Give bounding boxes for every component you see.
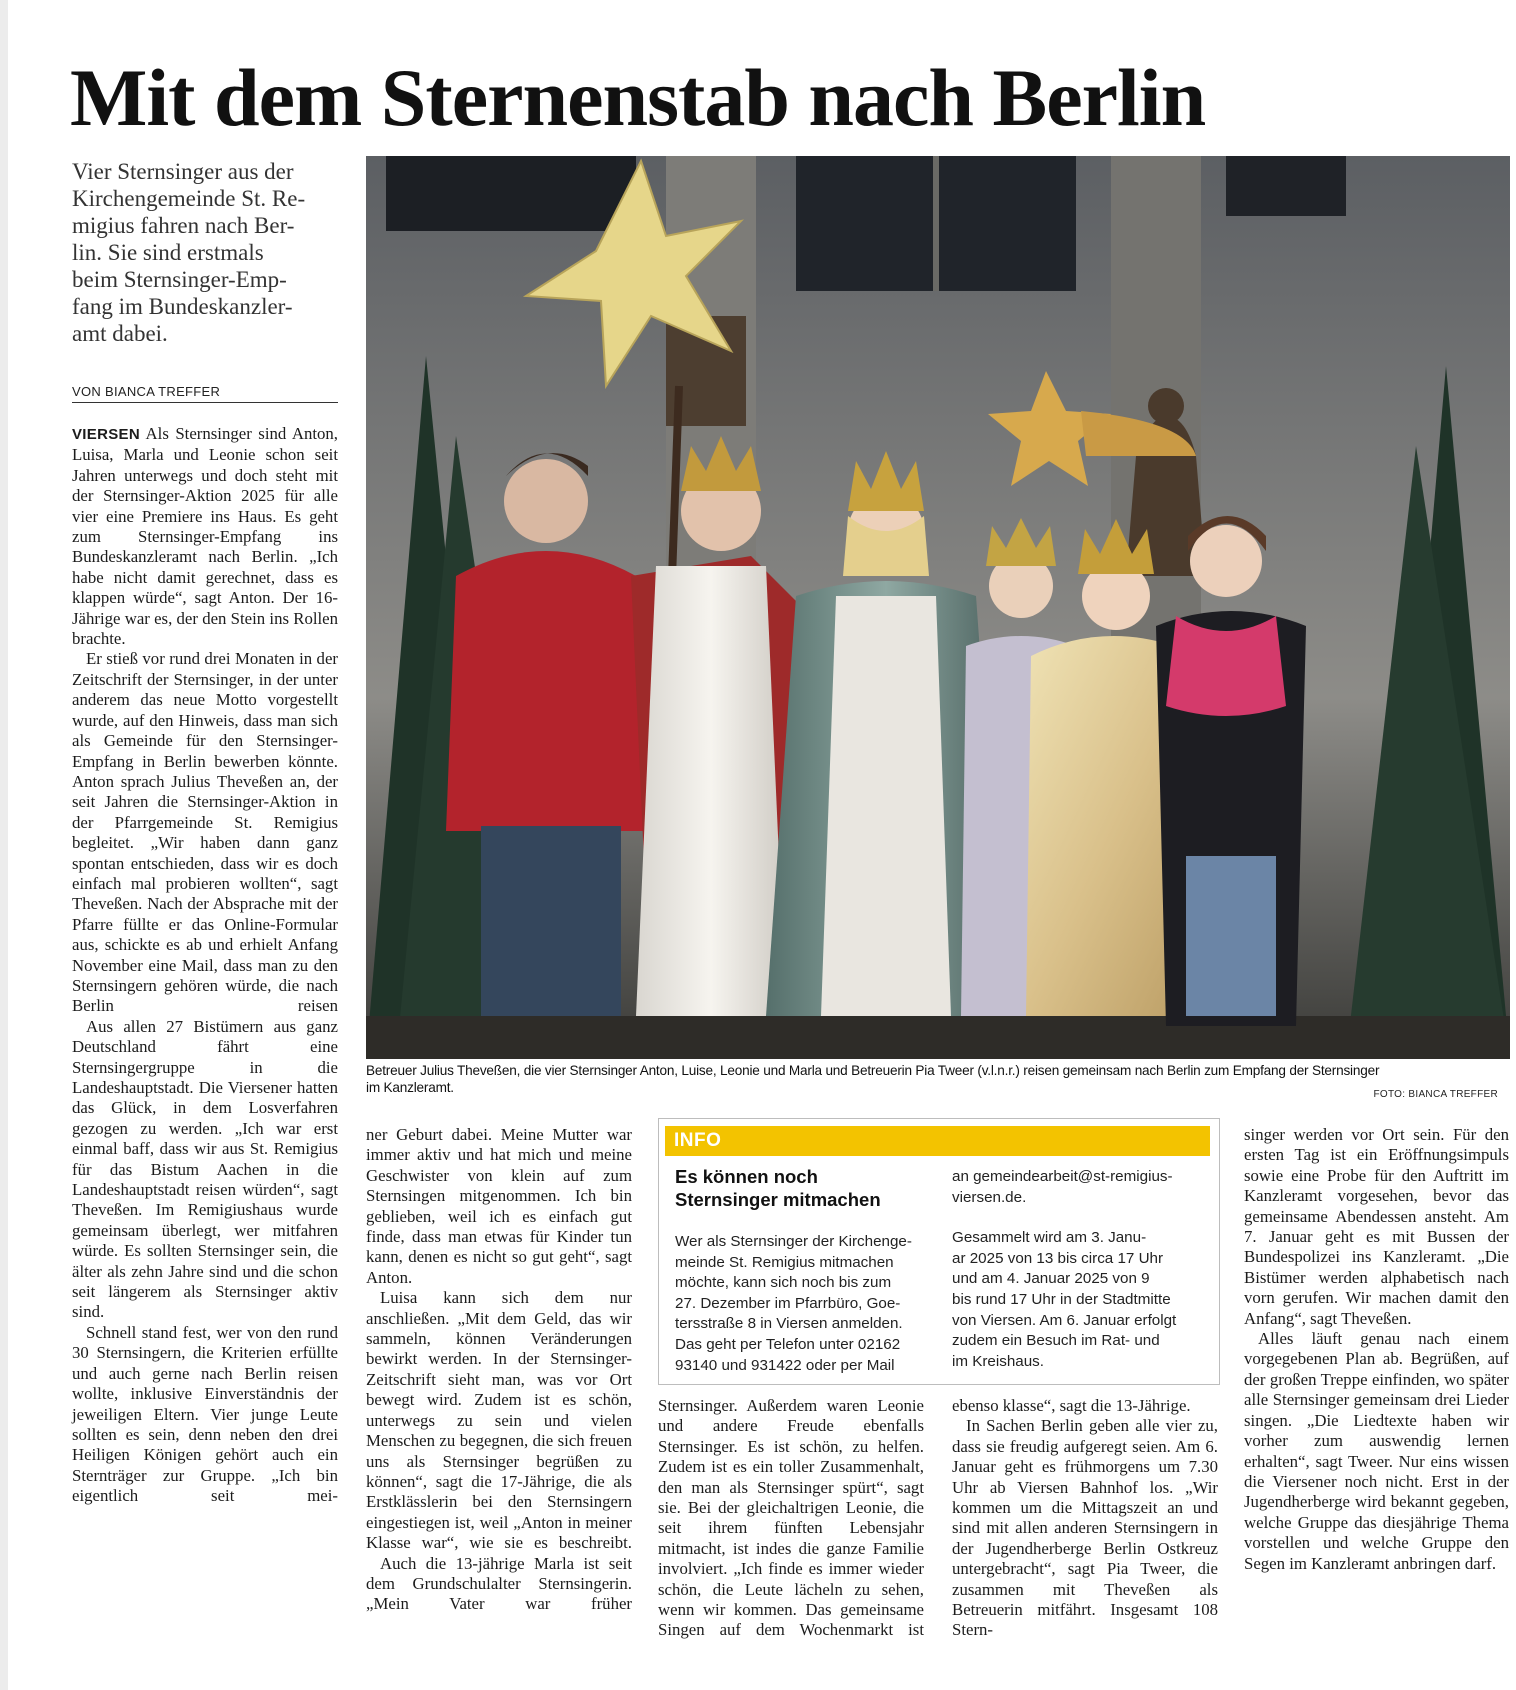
paragraph: Aus allen 27 Bistümern aus ganz Deutschland fährt eine Sternsingergruppe in die Landeshauptstadt. Die Viersener hatten das Glück, in dem Losverfahren gezogen zu werden. „Ich war erst einmal baff, dass wir aus St. Remigius für das Bistum Aachen in die Landeshauptstadt reisen würden“, sagt Theveßen. Im Remigiushaus wurde gemeinsam überlegt, wer mitfahren würde. Es sollten Sternsinger sein, die älter als zehn Jahre sind und die schon seit längerem als Sternsinger aktiv sind. — [72, 1016, 338, 1322]
article-photo — [366, 156, 1510, 1059]
info-heading-line: Es können noch — [675, 1166, 818, 1187]
paragraph: singer werden vor Ort sein. Für den ersten Tag ist ein Eröffnungsimpuls sowie eine Probe für den Auftritt im Kanzleramt vorgesehen, bevor das gemeinsame Abendessen ansteht. Am 7. Januar geht es mit Bussen der Bundespolizei ins Kanzleramt. „Die Bistümer werden alphabetisch nach vorn gerufen. Wir machen damit den Anfang“, sagt Theveßen. — [1244, 1125, 1509, 1328]
info-line: tersstraße 8 in Viersen anmelden. — [675, 1315, 903, 1333]
lead-line: beim Sternsinger-Emp- — [72, 267, 287, 292]
paragraph: Schnell stand fest, wer von den rund 30 Sternsingern, die Kriterien erfüllte und auch gerne nach Berlin reisen wollte, inklusive Einverständnis der jeweiligen Eltern. Vier junge Leute sollten es sein, denn neben den drei Heiligen Königen gehört auch ein Sternträger zur Gruppe. „Ich bin eigentlich seit mei- — [72, 1322, 338, 1506]
lead-line: Vier Sternsinger aus der — [72, 159, 294, 184]
lead-line: migius fahren nach Ber- — [72, 213, 295, 238]
info-text-left — [675, 1232, 937, 1376]
lead-line: fang im Bundeskanzler- — [72, 294, 293, 319]
caption-line: Betreuer Julius Theveßen, die vier Sternsinger Anton, Luise, Leonie und Marla und Betreuerin Pia Tweer (v.l.n.r.) reisen gemeinsam nach Berlin zum Empfang der Sternsinger — [366, 1063, 1380, 1078]
info-line: und am 4. Januar 2025 von 9 — [952, 1270, 1150, 1288]
info-line: zudem ein Besuch im Rat- und — [952, 1332, 1160, 1350]
article-column-3 — [658, 1396, 924, 1641]
dateline: VIERSEN — [72, 426, 140, 443]
info-line: an gemeindearbeit@st-remigius- — [952, 1168, 1173, 1185]
info-box — [658, 1118, 1220, 1385]
paragraph: In Sachen Berlin geben alle vier zu, dass sie freudig aufgeregt seien. Am 6. Januar geht es frühmorgens um 7.30 Uhr ab Viersen Bahnhof los. „Wir kommen um die Mittagszeit an und sind mit allen anderen Sternsingern in der Jugendherberge Berlin Ostkreuz untergebracht“, sagt Pia Tweer, die zusammen mit Theveßen als Betreuerin mitfährt. Insgesamt 108 Stern- — [952, 1416, 1218, 1640]
info-line: von Viersen. Am 6. Januar erfolgt — [952, 1311, 1177, 1329]
info-line: bis rund 17 Uhr in der Stadtmitte — [952, 1290, 1171, 1308]
info-text-right — [952, 1167, 1214, 1372]
info-line: 93140 und 931422 oder per Mail — [675, 1356, 895, 1374]
caption-line: im Kanzleramt. — [366, 1080, 454, 1095]
lead-line: Kirchengemeinde St. Re- — [72, 186, 306, 211]
photo-scene — [366, 156, 1510, 1059]
paragraph: ner Geburt dabei. Meine Mutter war immer aktiv und hat mich und meine Geschwister von klein auf zum Sternsingen mitgenommen. Ich bin geblieben, weil ich es einfach gut finde, dass man etwas für Kinder tun kann, denen es nicht so gut geht“, sagt Anton. — [366, 1125, 632, 1287]
article-column-2 — [366, 1125, 632, 1615]
info-line: 27. Dezember im Pfarrbüro, Goe- — [675, 1294, 901, 1312]
article-column-1 — [72, 424, 338, 1507]
info-line: möchte, kann sich noch bis zum — [675, 1274, 892, 1292]
info-line: meinde St. Remigius mitmachen — [675, 1253, 894, 1271]
info-line: im Kreishaus. — [952, 1352, 1045, 1370]
info-line: ar 2025 von 13 bis circa 17 Uhr — [952, 1249, 1164, 1267]
paragraph: Sternsinger. Außerdem waren Leonie und andere Freude ebenfalls Sternsinger. Es ist schön, zu helfen. Zudem ist es ein toller Zusammenhalt, den man als Sternsinger spürt“, sagt sie. Bei der gleichaltrigen Leonie, die seit ihrem fünften Lebensjahr mitmacht, ist indes die ganze Familie involviert. „Ich finde es immer wieder schön, die Leute lächeln zu sehen, wenn wir kommen. Das gemeinsame Singen auf dem Wochenmarkt ist — [658, 1396, 924, 1640]
article-column-5 — [1244, 1125, 1509, 1574]
info-line: Das geht per Telefon unter 02162 — [675, 1335, 901, 1353]
photo-caption — [366, 1062, 1510, 1096]
byline: VON BIANCA TREFFER — [72, 384, 338, 403]
paragraph: Er stieß vor rund drei Monaten in der Zeitschrift der Sternsinger, in der unter anderem das neue Motto vorgestellt wurde, auf den Hinweis, dass man sich als Gemeinde für den Sternsinger-Empfang in Berlin bewerben könnte. Anton sprach Julius Theveßen an, der seit Jahren die Sternsinger-Aktion in der Pfarrgemeinde St. Remigius begleitet. „Wir haben dann ganz spontan entschieden, dass wir es doch einfach mal probieren wollten“, sagt Theveßen. Nach der Absprache mit der Pfarre füllte er das Online-Formular aus, schickte es ab und erhielt Anfang November eine Mail, dass man zu den Sternsingern gehören würde, die nach Berlin reisen — [72, 649, 338, 1016]
paragraph: Luisa kann sich dem nur anschließen. „Mit dem Geld, das wir sammeln, können Veränderungen bewirkt werden. In der Sternsinger-Zeitschrift sieht man, was vor Ort bewegt wird. Zudem ist es schön, unterwegs zu sein und vielen Menschen zu begegnen, die sich freuen uns als Sternsinger begrüßen zu können“, sagt die 17-Jährige, die als Erstklässlerin bei den Sternsingern eingestiegen ist, weil „Anton in meiner Klasse war“, wie sie es beschreibt. — [366, 1288, 632, 1553]
info-line: Wer als Sternsinger der Kirchenge- — [675, 1233, 912, 1250]
info-heading-line: Sternsinger mitmachen — [675, 1189, 881, 1210]
paragraph: ebenso klasse“, sagt die 13-Jährige. — [952, 1396, 1191, 1415]
lead-line: lin. Sie sind erstmals — [72, 240, 264, 265]
info-label: INFO — [665, 1126, 1210, 1156]
headline: Mit dem Sternenstab nach Berlin — [70, 52, 1206, 143]
paragraph: Als Sternsinger sind Anton, Luisa, Marla und Leonie schon seit Jahren unterwegs und doch steht mit der Sternsinger-Aktion 2025 für alle vier eine Premiere ins Haus. Es geht zum Sternsinger-Empfang ins Bundeskanzleramt nach Berlin. „Ich habe nicht damit gerechnet, dass es klappen würde“, sagt Anton. Der 16-Jährige war es, der den Stein ins Rollen brachte. — [72, 424, 338, 649]
paragraph: Auch die 13-jährige Marla ist seit dem Grundschulalter Sternsingerin. „Mein Vater war früher — [366, 1553, 632, 1614]
paragraph: Alles läuft genau nach einem vorgegebenen Plan ab. Begrüßen, auf der großen Treppe einfinden, wo später alle Sternsinger gemeinsam drei Lieder singen. „Die Liedtexte haben wir vorher zum auswendig lernen erhalten“, sagt Tweer. Nur eins wissen die Viersener noch nicht. Erst in der Jugendherberge wird bekannt gegeben, welche Gruppe das diesjährige Thema vorstellen und welche Gruppe den Segen im Kanzleramt anbringen darf. — [1244, 1329, 1509, 1573]
article-column-4 — [952, 1396, 1218, 1641]
page-edge — [0, 0, 8, 1690]
photo-credit: FOTO: BIANCA TREFFER — [1373, 1089, 1498, 1100]
lead-line: amt dabei. — [72, 321, 168, 346]
info-line: viersen.de. — [952, 1188, 1027, 1206]
info-line: Gesammelt wird am 3. Janu- — [952, 1229, 1147, 1247]
lead-paragraph — [72, 158, 334, 347]
info-heading — [675, 1165, 945, 1211]
